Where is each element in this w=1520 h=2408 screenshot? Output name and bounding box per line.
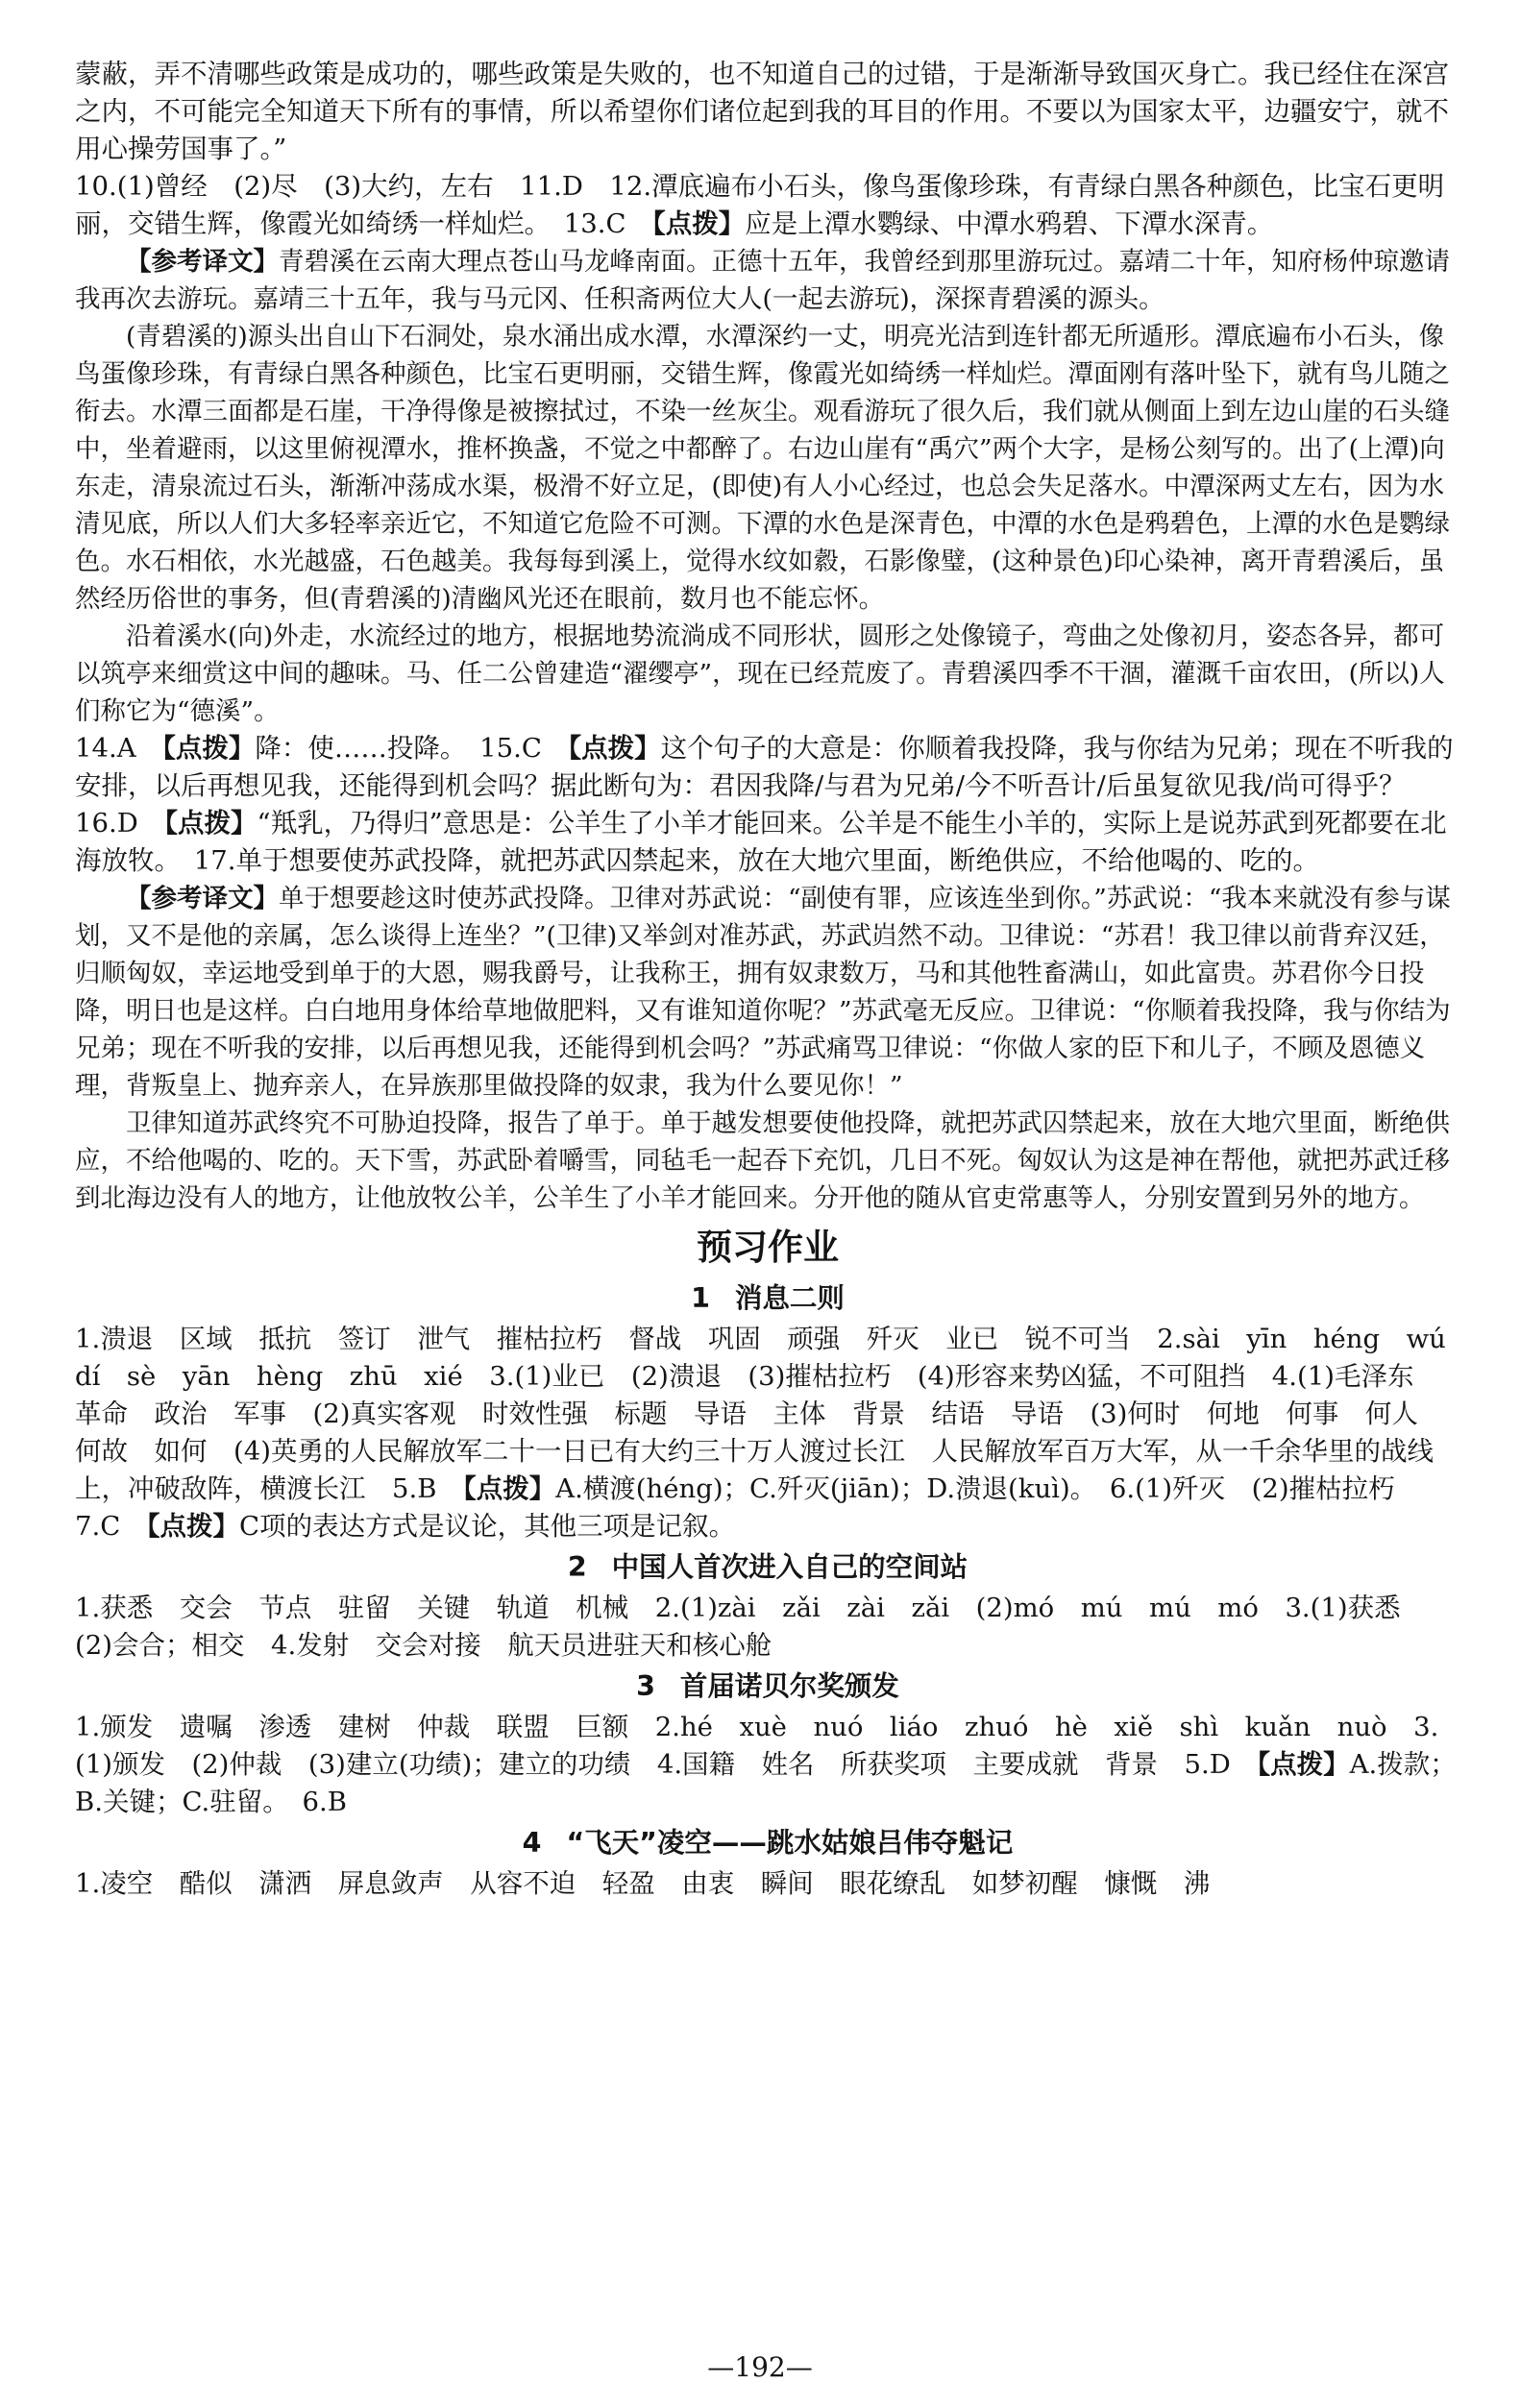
section-title: 预习作业 <box>697 1227 839 1268</box>
answer-text: 14.A <box>75 733 163 764</box>
ref-paragraph: (青碧溪的)源头出自山下石洞处，泉水涌出成水潭，水潭深约一丈，明亮光洁到连针都无所遁形。潭底遍布小石头，像鸟蛋像珍珠，有青绿白黑各种颜色，比宝石更明丽，交错生辉，像霞光如绮绣一样灿烂。潭面刚有落叶坠下，就有鸟儿随之衔去。水潭三面都是石崖，干净得像是被擦拭过，不染一丝灰尘。观看游玩了很久后，我们就从侧面上到左边山崖的石头缝中，坐着避雨，以这里俯视潭水，推杯换盏，不觉之中都醉了。右边山崖有“禹穴”两个大字，是杨公刻写的。出了(上潭)向东走，清泉流过石头，渐渐冲荡成水渠，极滑不好立足，(即使)有人小心经过，也总会失足落水。中潭深两丈左右，因为水清见底，所以人们大多轻率亲近它，不知道它危险不可测。下潭的水色是深青色，中潭的水色是鸦碧色，上潭的水色是鹦绿色。水石相依，水光越盛，石色越美。我每每到溪上，觉得水纹如縠，石影像璧，(这种景色)印心染神，离开青碧溪后，虽然经历俗世的事务，但(青碧溪的)清幽风光还在眼前，数月也不能忘怀。 <box>75 322 1450 614</box>
lesson-number: 1 <box>691 1282 710 1314</box>
lesson-title <box>75 1277 1460 1321</box>
hint-tag: 【点拨】 <box>568 733 661 764</box>
lesson-answers: 1.凌空 酷似 潇洒 屏息敛声 从容不迫 轻盈 由衷 瞬间 眼花缭乱 如梦初醒 慷慨 沸 <box>75 1868 1211 1899</box>
lesson-name: “飞天”凌空——跳水姑娘吕伟夺魁记 <box>566 1827 1014 1859</box>
lesson-number: 4 <box>522 1827 542 1859</box>
answer-text: C项的表达方式是议论，其他三项是记叙。 <box>239 1511 736 1542</box>
answer-text: A.横渡(héng)；C.歼灭(jiān)；D.溃退(kuì)。 6.(1)歼灭 (2)摧枯拉朽 7.C <box>75 1473 1422 1542</box>
ref-paragraph <box>75 243 1460 318</box>
ref-text: 单于想要趁这时使苏武投降。卫律对苏武说：“副使有罪，应该连坐到你。”苏武说：“我本来就没有参与谋划，又不是他的亲属，怎么谈得上连坐？”(卫律)又举剑对准苏武，苏武岿然不动。卫律说：“苏君！我卫律以前背弃汉廷，归顺匈奴，幸运地受到单于的大恩，赐我爵号，让我称王，拥有奴隶数万，马和其他牲畜满山，如此富贵。苏君你今日投降，明日也是这样。白白地用身体给草地做肥料，又有谁知道你呢？”苏武毫无反应。卫律说：“你顺着我投降，我与你结为兄弟；现在不听我的安排，以后再想见我，还能得到机会吗？”苏武痛骂卫律说：“你做人家的臣下和儿子，不顾及恩德义理，背叛皇上、抛弃亲人，在异族那里做投降的奴隶，我为什么要见你！” <box>75 884 1451 1101</box>
ref-paragraph: 卫律知道苏武终究不可胁迫投降，报告了单于。单于越发想要使他投降，就把苏武囚禁起来，放在大地穴里面，断绝供应，不给他喝的、吃的。天下雪，苏武卧着嚼雪，同毡毛一起吞下充饥，几日不死。匈奴认为这是神在帮他，就把苏武迁移到北海边没有人的地方，让他放牧公羊，公羊生了小羊才能回来。分开他的随从官吏常惠等人，分别安置到另外的地方。 <box>75 1108 1450 1213</box>
lesson-title <box>75 1821 1460 1865</box>
ref-paragraph: 沿着溪水(向)外走，水流经过的地方，根据地势流淌成不同形状，圆形之处像镜子，弯曲之处像初月，姿态各异，都可以筑亭来细赏这中间的趣味。马、任二公曾建造“濯缨亭”，现在已经荒废了。青碧溪四季不干涸，灌溉千亩农田，(所以)人们称它为“德溪”。 <box>75 621 1445 726</box>
hint-tag: 【点拨】 <box>652 208 746 239</box>
ref-paragraph <box>75 880 1460 1105</box>
page-number: —192— <box>707 2351 813 2383</box>
lesson-answers <box>75 1709 1460 1821</box>
lesson-answers: 1.获悉 交会 节点 驻留 关键 轨道 机械 2.(1)zài zǎi zài zǎi (2)mó mú mú mó 3.(1)获悉 (2)会合；相交 4.发射 交会对接 航天员进驻天和核心舱 <box>75 1593 1428 1661</box>
lesson-title <box>75 1665 1460 1709</box>
lesson-number: 2 <box>567 1551 587 1583</box>
hint-tag: 【点拨】 <box>164 808 257 839</box>
answer-text: 10.(1)曾经 (2)尽 (3)大约，左右 11.D 12.潭底遍布小石头，像鸟蛋像珍珠，有青绿白黑各种颜色，比宝石更明丽，交错生辉，像霞光如绮绣一样灿烂。 13.C <box>75 171 1445 239</box>
answer-text: A.拨款；B.关键；C.驻留。 6.B <box>75 1749 1457 1817</box>
answer-text: 应是上潭水鹦绿、中潭水鸦碧、下潭水深青。 <box>745 208 1274 239</box>
answer-text: 降：使……投降。 15.C <box>255 733 569 764</box>
reference-translation-1 <box>75 243 1460 730</box>
answer-content <box>75 56 1473 1903</box>
answer-text: “羝乳，乃得归”意思是：公羊生了小羊才能回来。公羊是不能生小羊的，实际上是说苏武到死都要在北海放牧。 17.单于想要使苏武投降，就把苏武囚禁起来，放在大地穴里面，断绝供应，不给他喝的、吃的。 <box>75 808 1447 876</box>
lesson-title <box>75 1545 1460 1590</box>
hint-tag: 【点拨】 <box>462 1473 556 1504</box>
translation-tag: 【参考译文】 <box>126 884 279 913</box>
hint-tag: 【点拨】 <box>162 733 256 764</box>
answer-text: 1.溃退 区域 抵抗 签订 泄气 摧枯拉朽 督战 巩固 顽强 歼灭 业已 锐不可当 2.sài yīn héng wú dí sè yān hèng zhū xié 3.(1)业已 (2)溃退 (3)摧枯拉朽 (4)形容来势凶猛，不可阻挡 4.(1)毛泽东 革命 政治 军事 (2)真实客观 时效性强 标题 导语 主体 背景 结语 导语 (3)何时 何地 何事 何人 何故 如何 (4)英勇的人民解放军二十一日已有大约三十万人渡过长江 人民解放军百万大军，从一千余华里的战线上，冲破敌阵，横渡长江 5.B <box>75 1324 1473 1504</box>
ref-text: 青碧溪在云南大理点苍山马龙峰南面。正德十五年，我曾经到那里游玩过。嘉靖二十年，知府杨仲琼邀请我再次去游玩。嘉靖三十五年，我与马元冈、任积斋两位大人(一起去游玩)，深探青碧溪的源头。 <box>75 247 1450 314</box>
hint-tag: 【点拨】 <box>146 1511 240 1542</box>
lesson-name: 首届诺贝尔奖颁发 <box>679 1670 899 1702</box>
lesson-name: 中国人首次进入自己的空间站 <box>611 1551 968 1583</box>
reference-translation-2 <box>75 880 1460 1217</box>
lesson-name: 消息二则 <box>734 1282 845 1314</box>
translation-tag: 【参考译文】 <box>126 247 279 277</box>
lesson-number: 3 <box>636 1670 655 1702</box>
answer-10-13 <box>75 168 1460 243</box>
answer-text: 1.颁发 遗嘱 渗透 建树 仲裁 联盟 巨额 2.hé xuè nuó liáo zhuó hè xiě shì kuǎn nuò 3.(1)颁发 (2)仲裁 (3)建立(功绩)；建立的功绩 4.国籍 姓名 所获奖项 主要成就 背景 5.D <box>75 1712 1439 1780</box>
answer-14-17 <box>75 730 1460 880</box>
lesson-answers <box>75 1321 1473 1545</box>
answer-text: 这个句子的大意是：你顺着我投降，我与你结为兄弟；现在不听我的安排，以后再想见我，还能得到机会吗？据此断句为：君因我降/与君为兄弟/今不听吾计/后虽复欲见我/尚可得乎？ 16.D <box>75 733 1454 839</box>
hint-tag: 【点拨】 <box>1257 1749 1350 1780</box>
paragraph-top: 蒙蔽，弄不清哪些政策是成功的，哪些政策是失败的，也不知道自己的过错，于是渐渐导致国灭身亡。我已经住在深宫之内，不可能完全知道天下所有的事情，所以希望你们诸位起到我的耳目的作用。不要以为国家太平，边疆安宁，就不用心操劳国事了。” <box>75 59 1449 164</box>
